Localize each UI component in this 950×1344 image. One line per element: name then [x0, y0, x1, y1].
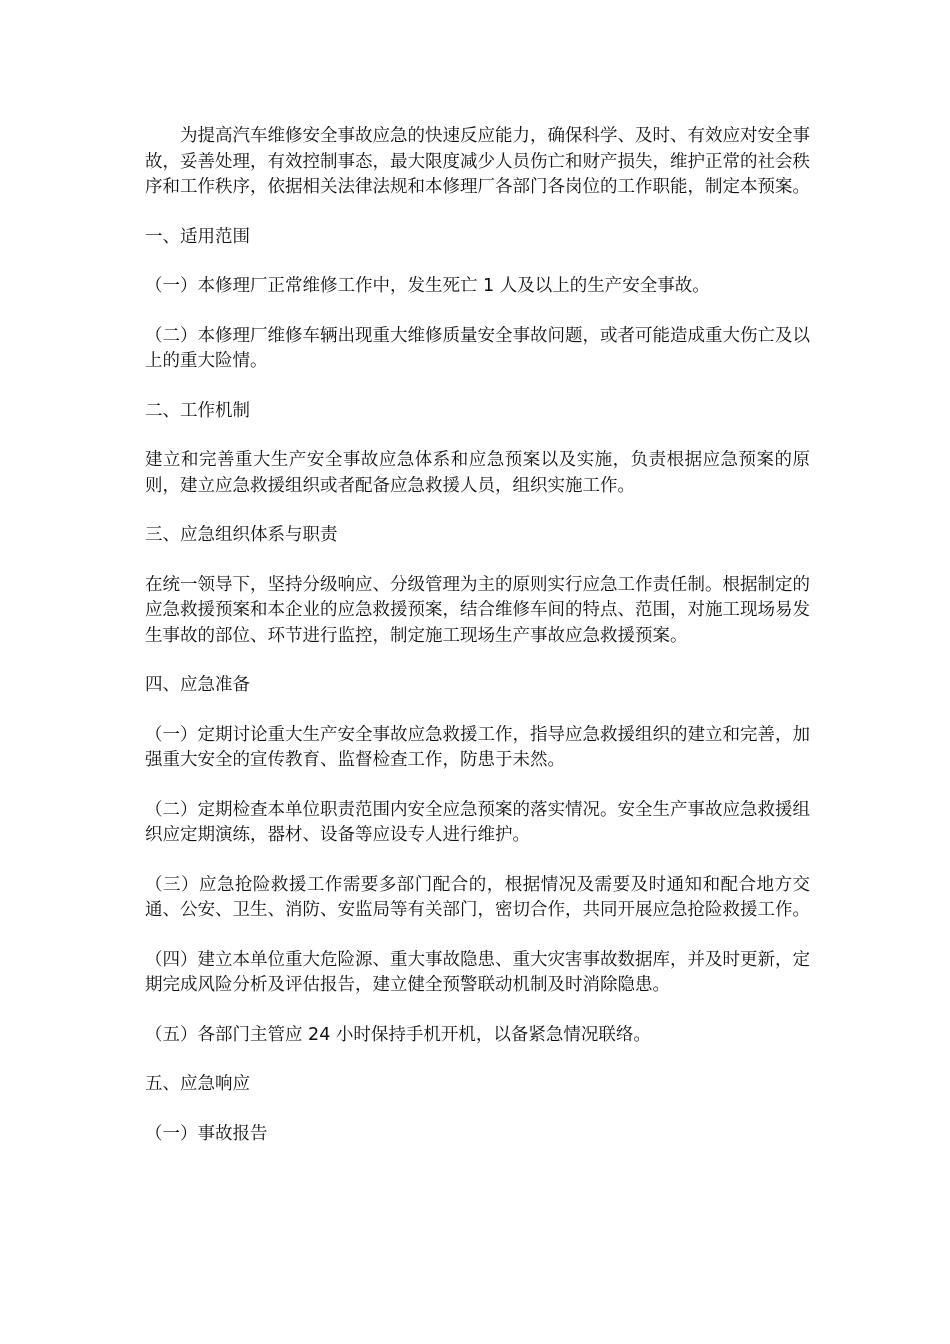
- section-heading: 二、工作机制: [145, 400, 250, 421]
- section-mechanism: [145, 399, 810, 500]
- section-paragraph: （一）事故报告: [145, 1123, 268, 1144]
- section-paragraph: 建立和完善重大生产安全事故应急体系和应急预案以及实施，负责根据应急预案的原则，建立应急救援组织或者配备应急救援人员，组织实施工作。: [145, 450, 810, 496]
- section-paragraph: （五）各部门主管应 24 小时保持手机开机，以备紧急情况联络。: [145, 1024, 651, 1045]
- intro-paragraph: 为提高汽车维修安全事故应急的快速反应能力，确保科学、及时、有效应对安全事故，妥善处理，有效控制事态，最大限度减少人员伤亡和财产损失，维护正常的社会秩序和工作秩序，依据相关法律法规和本修理厂各部门各岗位的工作职能，制定本预案。: [145, 126, 810, 197]
- section-preparation: [145, 673, 810, 1048]
- section-paragraph: 在统一领导下，坚持分级响应、分级管理为主的原则实行应急工作责任制。根据制定的应急救援预案和本企业的应急救援预案，结合维修车间的特点、范围，对施工现场易发生事故的部位、环节进行监控，制定施工现场生产事故应急救援预案。: [145, 574, 810, 646]
- section-heading: 五、应急响应: [145, 1074, 250, 1094]
- section-paragraph: （二）本修理厂维修车辆出现重大维修质量安全事故问题，或者可能造成重大伤亡及以上的重大险情。: [145, 325, 810, 371]
- section-heading: 四、应急准备: [145, 675, 250, 695]
- section-heading: 一、适用范围: [145, 226, 250, 247]
- section-paragraph: （三）应急抢险救援工作需要多部门配合的，根据情况及需要及时通知和配合地方交通、公安、卫生、消防、安监局等有关部门，密切合作，共同开展应急抢险救援工作。: [145, 874, 810, 920]
- section-paragraph: （二）定期检查本单位职责范围内安全应急预案的落实情况。安全生产事故应急救援组织应定期演练，器材、设备等应设专人进行维护。: [145, 799, 810, 845]
- section-paragraph: （一）定期讨论重大生产安全事故应急救援工作，指导应急救援组织的建立和完善，加强重大安全的宣传教育、监督检查工作，防患于未然。: [145, 724, 810, 770]
- section-paragraph: （一）本修理厂正常维修工作中，发生死亡 1 人及以上的生产安全事故。: [145, 276, 710, 296]
- section-response: [145, 1072, 810, 1147]
- section-organization: [145, 523, 810, 649]
- section-paragraph: （四）建立本单位重大危险源、重大事故隐患、重大灾害事故数据库，并及时更新，定期完成风险分析及评估报告，建立健全预警联动机制及时消除隐患。: [145, 949, 810, 995]
- section-heading: 三、应急组织体系与职责: [145, 525, 338, 545]
- section-scope: [145, 225, 810, 375]
- document-page: [145, 124, 810, 1171]
